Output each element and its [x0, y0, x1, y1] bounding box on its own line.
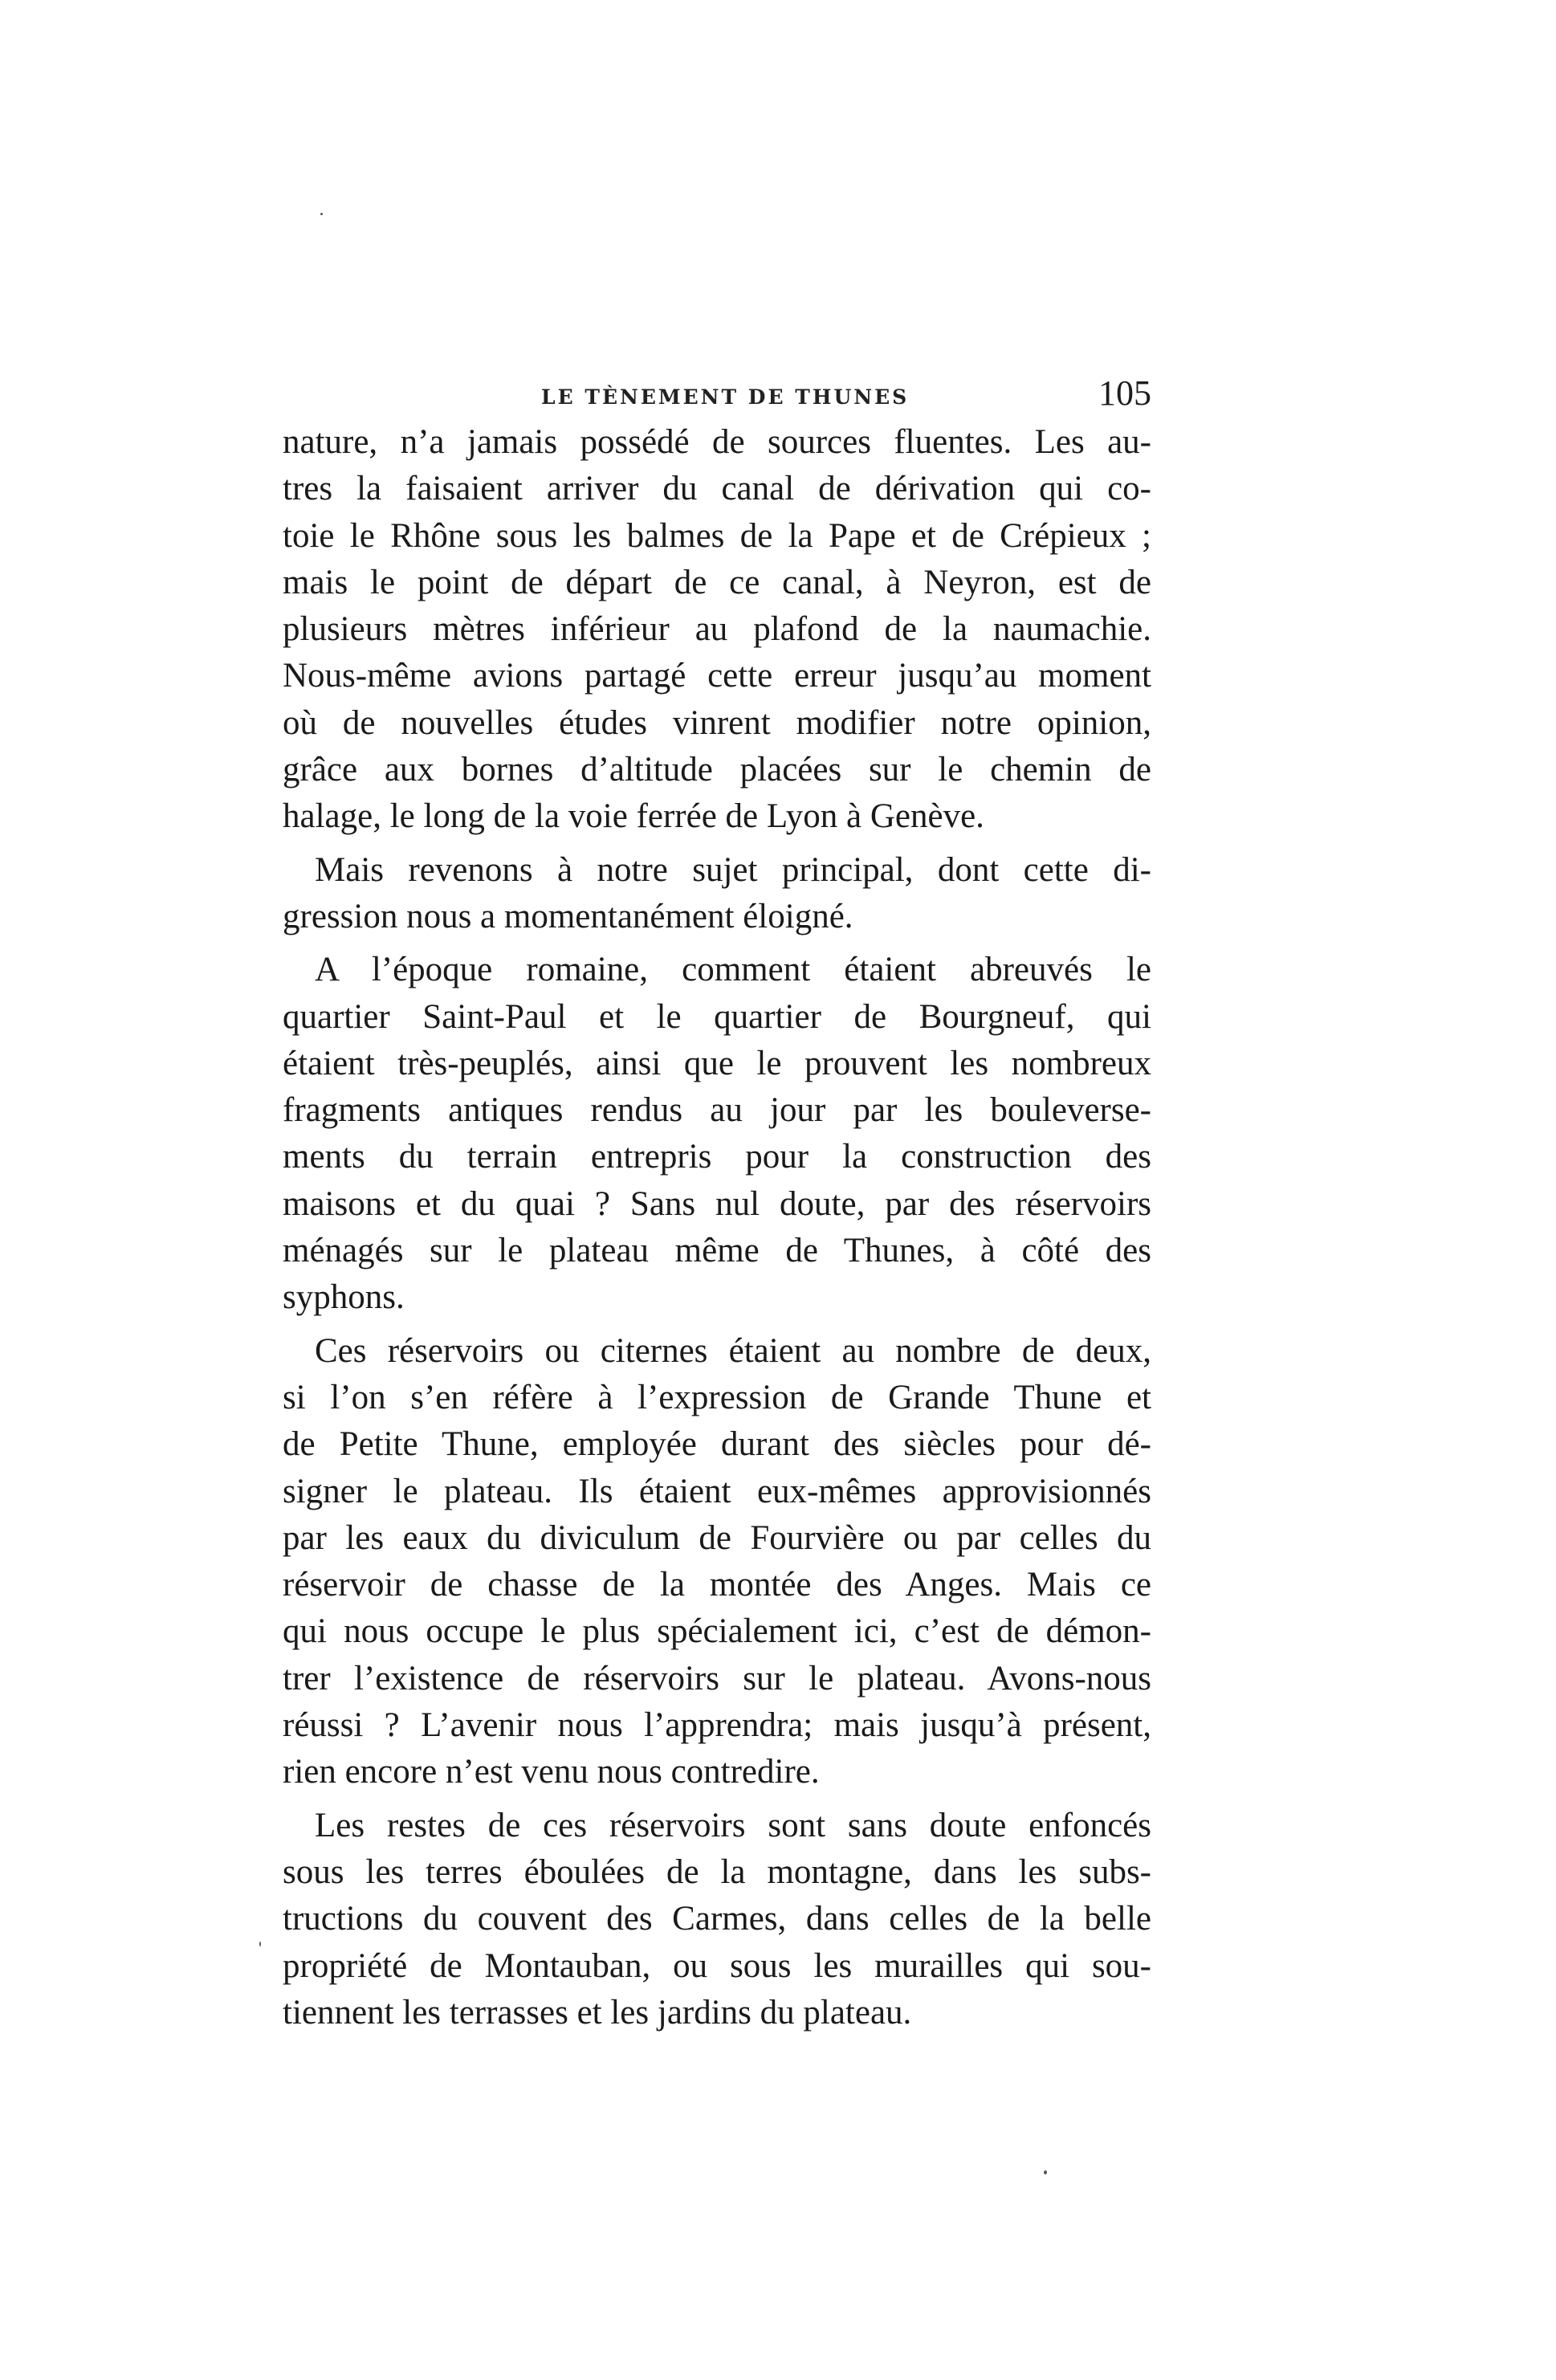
text-line: Nous-même avions partagé cette erreur jusqu’au moment [283, 657, 1151, 695]
paragraph-1 [283, 419, 1151, 841]
text-line: Les restes de ces réservoirs sont sans doute enfoncés [315, 1806, 1151, 1844]
scan-speck [320, 213, 323, 215]
text-line: signer le plateau. Ils étaient eux-mêmes approvisionnés [283, 1472, 1151, 1510]
text-line: maisons et du quai ? Sans nul doute, par des réservoirs [283, 1184, 1151, 1223]
text-line: Ces réservoirs ou citernes étaient au nombre de deux, [315, 1331, 1151, 1370]
text-line: halage, le long de la voie ferrée de Lyon à Genève. [283, 797, 984, 836]
page-number: 105 [1098, 373, 1151, 413]
text-line: fragments antiques rendus au jour par les bouleverse- [283, 1091, 1151, 1130]
text-line: mais le point de départ de ce canal, à Neyron, est de [283, 563, 1151, 601]
text-line: gression nous a momentanément éloigné. [283, 897, 853, 935]
paragraph-5 [283, 1803, 1151, 2036]
text-line: rien encore n’est venu nous contredire. [283, 1753, 820, 1791]
text-line: quartier Saint-Paul et le quartier de Bourgneuf, qui [283, 997, 1151, 1036]
text-line: sous les terres éboulées de la montagne, dans les subs- [283, 1852, 1151, 1891]
text-line: qui nous occupe le plus spécialement ici, c’est de démon- [283, 1612, 1151, 1651]
scan-speck [1044, 2170, 1047, 2174]
paragraph-2 [283, 847, 1151, 941]
text-line: où de nouvelles études vinrent modifier notre opinion, [283, 703, 1151, 742]
text-line: trer l’existence de réservoirs sur le plateau. Avons-nous [283, 1659, 1151, 1697]
text-line: par les eaux du diviculum de Fourvière ou par celles du [283, 1518, 1151, 1557]
text-line: A l’époque romaine, comment étaient abreuvés le [315, 951, 1151, 989]
text-line: réussi ? L’avenir nous l’apprendra; mais jusqu’à présent, [283, 1706, 1151, 1745]
text-line: étaient très-peuplés, ainsi que le prouvent les nombreux [283, 1044, 1151, 1082]
paragraph-4 [283, 1328, 1151, 1796]
text-line: propriété de Montauban, ou sous les murailles qui sou- [283, 1946, 1151, 1985]
text-line: tiennent les terrasses et les jardins du plateau. [283, 1993, 912, 2032]
text-line: ménagés sur le plateau même de Thunes, à côté des [283, 1232, 1151, 1270]
text-line: nature, n’a jamais possédé de sources fluentes. Les au- [283, 423, 1151, 461]
text-line: de Petite Thune, employée durant des siècles pour dé- [283, 1425, 1151, 1464]
text-line: ments du terrain entrepris pour la construction des [283, 1138, 1151, 1176]
text-line: si l’on s’en réfère à l’expression de Grande Thune et [283, 1378, 1151, 1416]
text-line: Mais revenons à notre sujet principal, dont cette di- [315, 850, 1151, 889]
body-text [283, 419, 1151, 2036]
text-line: tructions du couvent des Carmes, dans celles de la belle [283, 1900, 1151, 1938]
running-title: LE TÈNEMENT DE THUNES [541, 385, 910, 409]
text-line: réservoir de chasse de la montée des Anges. Mais ce [283, 1566, 1151, 1604]
text-line: syphons. [283, 1278, 405, 1317]
paragraph-3 [283, 947, 1151, 1321]
scan-speck [259, 1942, 261, 1946]
text-line: tres la faisaient arriver du canal de dérivation qui co- [283, 470, 1151, 508]
text-line: grâce aux bornes d’altitude placées sur le chemin de [283, 751, 1151, 789]
running-header [283, 373, 1151, 421]
text-line: plusieurs mètres inférieur au plafond de la naumachie. [283, 610, 1151, 649]
text-line: toie le Rhône sous les balmes de la Pape et de Crépieux ; [283, 516, 1151, 555]
